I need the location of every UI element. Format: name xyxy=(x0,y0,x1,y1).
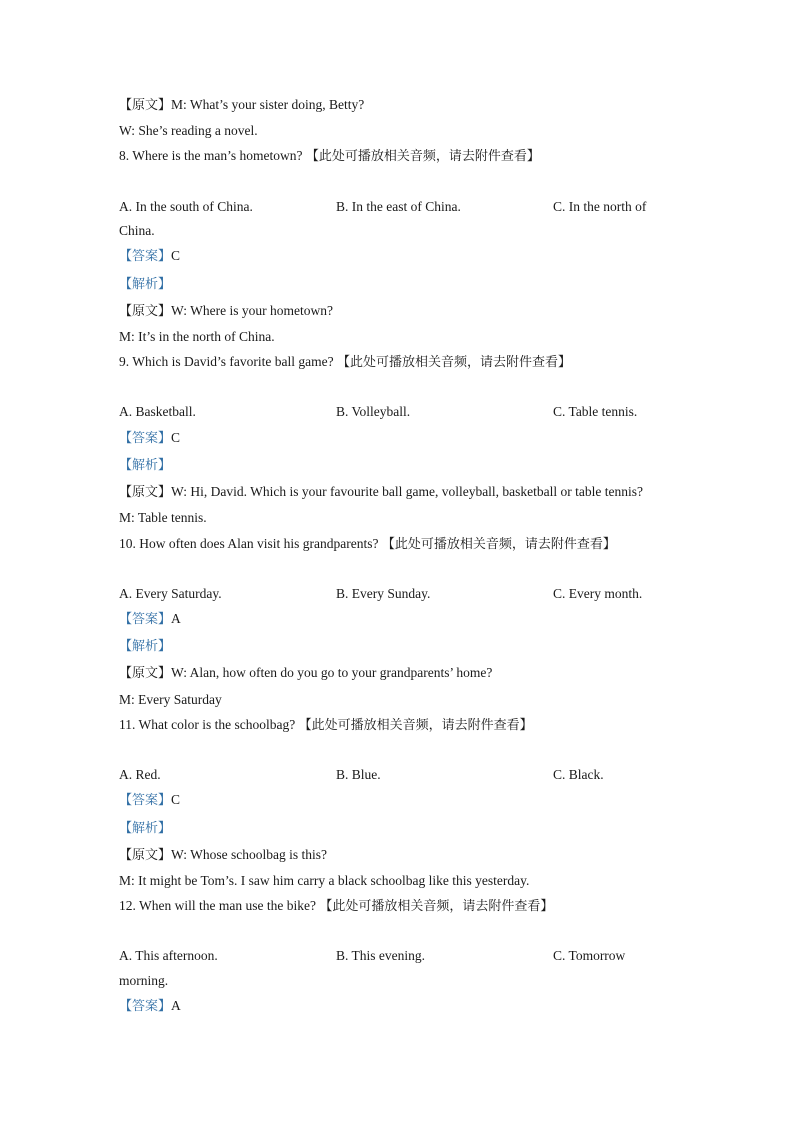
transcript-reply: M: It might be Tom’s. I saw him carry a black schoolbag like this yesterday. xyxy=(119,873,530,888)
analysis-label: 【解析】 xyxy=(119,821,172,836)
audio-attachment-note[interactable]: 【此处可播放相关音频，请去附件查看】 xyxy=(319,899,554,914)
question-10 xyxy=(119,535,616,554)
audio-attachment-note[interactable]: 【此处可播放相关音频，请去附件查看】 xyxy=(298,718,533,733)
option-c: C. Tomorrow xyxy=(553,948,626,963)
answer-label: 【答案】 xyxy=(119,793,172,808)
question-8 xyxy=(119,147,540,166)
option-a-wrap: morning. xyxy=(119,973,169,988)
option-b: B. Volleyball. xyxy=(336,404,411,419)
transcript-text: W: Where is your hometown? xyxy=(171,303,333,318)
analysis-line xyxy=(119,819,171,838)
audio-attachment-note[interactable]: 【此处可播放相关音频，请去附件查看】 xyxy=(381,537,616,552)
option-c: C. Black. xyxy=(553,767,604,782)
option-c: C. Every month. xyxy=(553,586,643,601)
transcript-line xyxy=(119,96,364,115)
option-c: C. Table tennis. xyxy=(553,404,638,419)
analysis-label: 【解析】 xyxy=(119,639,172,654)
option-a: A. Every Saturday. xyxy=(119,586,222,601)
transcript-text: M: What’s your sister doing, Betty? xyxy=(171,97,365,112)
option-b: B. In the east of China. xyxy=(336,199,461,214)
transcript-label: 【原文】 xyxy=(119,485,172,500)
transcript-reply: M: It’s in the north of China. xyxy=(119,329,275,344)
option-a: A. Basketball. xyxy=(119,404,196,419)
transcript-reply: M: Every Saturday xyxy=(119,692,222,707)
question-text: 10. How often does Alan visit his grandparents? xyxy=(119,536,379,551)
option-c-wrap: China. xyxy=(119,223,155,238)
option-b: B. This evening. xyxy=(336,948,425,963)
answer-line xyxy=(119,791,180,810)
analysis-line xyxy=(119,637,171,656)
option-b: B. Every Sunday. xyxy=(336,586,431,601)
answer-value: C xyxy=(171,248,181,263)
option-a: A. In the south of China. xyxy=(119,199,253,214)
answer-label: 【答案】 xyxy=(119,431,172,446)
question-11 xyxy=(119,716,533,735)
answer-line xyxy=(119,247,180,266)
analysis-label: 【解析】 xyxy=(119,277,172,292)
option-b: B. Blue. xyxy=(336,767,381,782)
answer-label: 【答案】 xyxy=(119,249,172,264)
question-text: 12. When will the man use the bike? xyxy=(119,898,316,913)
transcript-reply: W: She’s reading a novel. xyxy=(119,123,258,138)
question-text: 9. Which is David’s favorite ball game? xyxy=(119,354,334,369)
answer-value: A xyxy=(171,611,181,626)
answer-line xyxy=(119,997,181,1016)
transcript-text: W: Hi, David. Which is your favourite ball game, volleyball, basketball or table tennis? xyxy=(171,484,644,499)
transcript-line xyxy=(119,483,643,502)
audio-attachment-note[interactable]: 【此处可播放相关音频，请去附件查看】 xyxy=(336,355,571,370)
option-a: A. This afternoon. xyxy=(119,948,218,963)
transcript-reply: M: Table tennis. xyxy=(119,510,207,525)
question-9 xyxy=(119,353,571,372)
transcript-line xyxy=(119,302,333,321)
transcript-label: 【原文】 xyxy=(119,304,172,319)
question-12 xyxy=(119,897,553,916)
transcript-line xyxy=(119,846,327,865)
option-c: C. In the north of xyxy=(553,199,647,214)
answer-line xyxy=(119,429,180,448)
question-text: 8. Where is the man’s hometown? xyxy=(119,148,303,163)
transcript-label: 【原文】 xyxy=(119,666,172,681)
option-a: A. Red. xyxy=(119,767,161,782)
audio-attachment-note[interactable]: 【此处可播放相关音频，请去附件查看】 xyxy=(305,149,540,164)
answer-line xyxy=(119,610,181,629)
analysis-line xyxy=(119,275,171,294)
analysis-label: 【解析】 xyxy=(119,458,172,473)
analysis-line xyxy=(119,456,171,475)
answer-value: C xyxy=(171,792,181,807)
transcript-label: 【原文】 xyxy=(119,98,172,113)
transcript-text: W: Whose schoolbag is this? xyxy=(171,847,327,862)
transcript-text: W: Alan, how often do you go to your grandparents’ home? xyxy=(171,665,493,680)
transcript-line xyxy=(119,664,492,683)
answer-value: A xyxy=(171,998,181,1013)
question-text: 11. What color is the schoolbag? xyxy=(119,717,296,732)
answer-value: C xyxy=(171,430,181,445)
transcript-label: 【原文】 xyxy=(119,848,172,863)
answer-label: 【答案】 xyxy=(119,999,172,1014)
answer-label: 【答案】 xyxy=(119,612,172,627)
